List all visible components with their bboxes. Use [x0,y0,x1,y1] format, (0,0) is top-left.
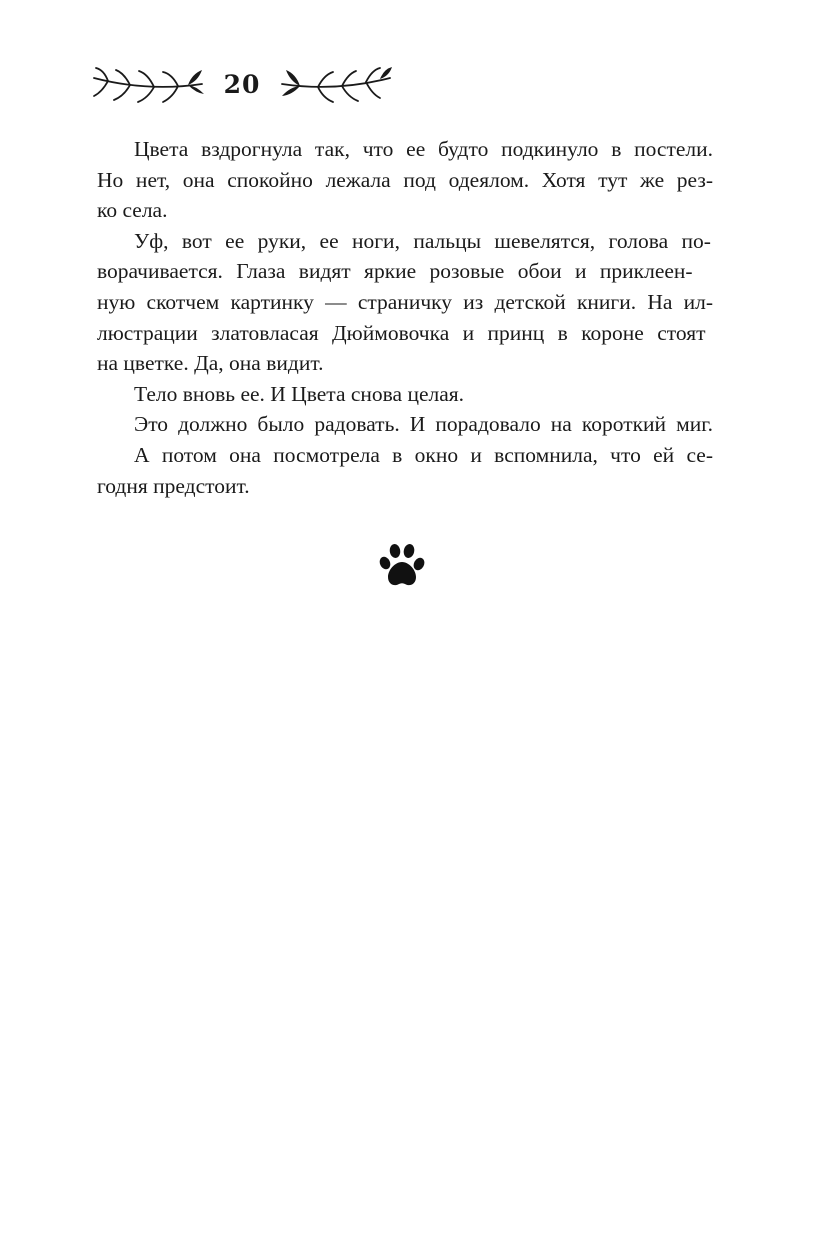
text-line: годня предстоит. [97,473,250,498]
laurel-branch-right-icon [280,62,392,108]
text-line: ворачивается. Глаза видят яркие розовые обои и приклеен- [97,259,693,284]
chapter-text [97,134,713,501]
text-line: Уф, вот ее руки, ее ноги, пальцы шевелятся, голова по- [134,228,711,253]
text-line: А потом она посмотрела в окно и вспомнила, что ей се- [134,442,713,467]
paw-print-icon [378,542,426,590]
text-line: Но нет, она спокойно лежала под одеялом. Хотя тут же рез- [97,167,713,192]
page-number: 20 [223,70,261,99]
laurel-branch-left-icon [92,62,204,108]
text-line: ную скотчем картинку — страничку из детской книги. На ил- [97,289,713,314]
text-line: Тело вновь ее. И Цвета снова целая. [134,381,465,406]
text-line: Это должно было радовать. И порадовало на короткий миг. [134,412,713,437]
text-line: Цвета вздрогнула так, что ее будто подкинуло в постели. [134,137,713,161]
text-line: ко села. [97,198,168,223]
text-line: на цветке. Да, она видит. [97,351,324,376]
running-header [92,62,392,108]
text-line: люстрации златовласая Дюймовочка и принц в короне стоят [97,320,706,345]
